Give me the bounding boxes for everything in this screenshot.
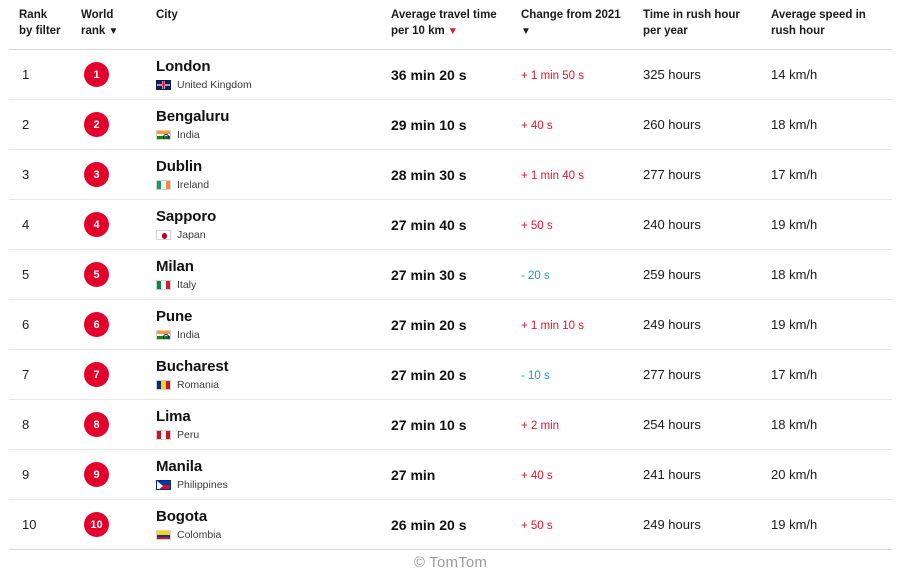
cell-average-travel-time: [381, 450, 511, 500]
rush-hour-time-value: 249 hours: [643, 517, 701, 533]
cell-time-in-rush-hour: [633, 250, 761, 300]
country-name: Peru: [177, 429, 200, 442]
world-rank-badge: 7: [84, 362, 109, 387]
sort-descending-icon[interactable]: ▼: [108, 25, 119, 37]
world-rank-badge: 3: [84, 162, 109, 187]
column-header-label: Rank by filter: [19, 9, 61, 37]
average-travel-time-value: 27 min 10 s: [391, 416, 467, 433]
column-header-average-travel-time[interactable]: [381, 0, 511, 50]
table-row[interactable]: [9, 200, 892, 250]
flag-icon-peru: [156, 430, 171, 440]
city-name: Bengaluru: [156, 107, 230, 125]
rank-filter-value: 10: [22, 517, 37, 533]
average-speed-value: 19 km/h: [771, 217, 818, 233]
column-header-label: City: [156, 9, 178, 21]
column-header-label: Average travel time per 10 km: [391, 9, 497, 37]
country-line: [156, 179, 371, 191]
flag-icon-united-kingdom: [156, 80, 171, 90]
column-header-label: Time in rush hour per year: [643, 9, 740, 37]
rank-filter-value: 2: [22, 117, 30, 133]
average-travel-time-value: 27 min 30 s: [391, 266, 467, 283]
cell-rank-by-filter: [9, 300, 71, 350]
cell-average-speed: [761, 200, 892, 250]
rush-hour-time-value: 325 hours: [643, 67, 701, 83]
cell-rank-by-filter: [9, 400, 71, 450]
table-row[interactable]: [9, 350, 892, 400]
table-row[interactable]: [9, 300, 892, 350]
table-body: [9, 50, 892, 550]
cell-rank-by-filter: [9, 250, 71, 300]
cell-time-in-rush-hour: [633, 50, 761, 100]
cell-change-from-2021: [511, 300, 633, 350]
change-value: + 50 s: [521, 520, 553, 533]
average-speed-value: 20 km/h: [771, 467, 818, 483]
change-value: + 40 s: [521, 120, 553, 133]
table-row[interactable]: [9, 250, 892, 300]
cell-average-speed: [761, 50, 892, 100]
cell-world-rank: [71, 50, 146, 100]
cell-world-rank: [71, 450, 146, 500]
cell-average-speed: [761, 350, 892, 400]
column-header-label: Change from 2021: [521, 9, 621, 21]
cell-average-speed: [761, 100, 892, 150]
rank-filter-value: 7: [22, 367, 30, 383]
cell-change-from-2021: [511, 500, 633, 550]
cell-rank-by-filter: [9, 200, 71, 250]
column-header-time-in-rush-hour[interactable]: [633, 0, 761, 50]
sort-descending-icon[interactable]: ▼: [447, 25, 458, 37]
flag-icon-india: [156, 330, 171, 340]
city-name: Lima: [156, 407, 191, 425]
flag-icon-india: [156, 130, 171, 140]
rush-hour-time-value: 277 hours: [643, 167, 701, 183]
change-value: - 20 s: [521, 270, 550, 283]
rush-hour-time-value: 249 hours: [643, 317, 701, 333]
country-line: [156, 129, 371, 141]
country-name: Japan: [177, 229, 206, 242]
cell-rank-by-filter: [9, 50, 71, 100]
flag-icon-romania: [156, 380, 171, 390]
average-speed-value: 17 km/h: [771, 167, 818, 183]
world-rank-badge: 8: [84, 412, 109, 437]
cell-city[interactable]: [146, 250, 381, 300]
rank-filter-value: 8: [22, 417, 30, 433]
average-speed-value: 19 km/h: [771, 317, 818, 333]
cell-change-from-2021: [511, 50, 633, 100]
cell-time-in-rush-hour: [633, 150, 761, 200]
flag-icon-ireland: [156, 180, 171, 190]
cell-average-travel-time: [381, 300, 511, 350]
cell-city[interactable]: [146, 400, 381, 450]
country-line: [156, 529, 371, 541]
average-travel-time-value: 27 min 40 s: [391, 216, 467, 233]
average-travel-time-value: 29 min 10 s: [391, 116, 467, 133]
cell-average-speed: [761, 300, 892, 350]
cell-time-in-rush-hour: [633, 200, 761, 250]
cell-change-from-2021: [511, 150, 633, 200]
rank-filter-value: 1: [22, 67, 30, 83]
world-rank-badge: 1: [84, 62, 109, 87]
cell-average-travel-time: [381, 250, 511, 300]
cell-world-rank: [71, 250, 146, 300]
city-name: Manila: [156, 457, 203, 475]
city-name: Pune: [156, 307, 193, 325]
city-name: Bucharest: [156, 357, 229, 375]
country-line: [156, 329, 371, 341]
rush-hour-time-value: 240 hours: [643, 217, 701, 233]
table-row[interactable]: [9, 450, 892, 500]
cell-average-travel-time: [381, 400, 511, 450]
cell-city[interactable]: [146, 450, 381, 500]
country-line: [156, 229, 371, 241]
cell-average-speed: [761, 250, 892, 300]
city-name: Milan: [156, 257, 194, 275]
country-name: India: [177, 129, 200, 142]
city-name: London: [156, 57, 211, 75]
table-row[interactable]: [9, 400, 892, 450]
change-value: + 40 s: [521, 470, 553, 483]
country-name: Colombia: [177, 529, 222, 542]
average-travel-time-value: 28 min 30 s: [391, 166, 467, 183]
column-header-label: World rank: [81, 9, 114, 37]
table-row[interactable]: [9, 150, 892, 200]
flag-icon-philippines: [156, 480, 171, 490]
average-speed-value: 18 km/h: [771, 417, 818, 433]
average-travel-time-value: 27 min 20 s: [391, 316, 467, 333]
rush-hour-time-value: 254 hours: [643, 417, 701, 433]
world-rank-badge: 9: [84, 462, 109, 487]
country-line: [156, 79, 371, 91]
country-line: [156, 379, 371, 391]
average-travel-time-value: 27 min: [391, 466, 436, 483]
average-travel-time-value: 27 min 20 s: [391, 366, 467, 383]
country-name: United Kingdom: [177, 79, 252, 92]
cell-city[interactable]: [146, 200, 381, 250]
cell-change-from-2021: [511, 200, 633, 250]
cell-city[interactable]: [146, 100, 381, 150]
cell-average-travel-time: [381, 200, 511, 250]
table-row[interactable]: [9, 500, 892, 550]
country-line: [156, 279, 371, 291]
rush-hour-time-value: 241 hours: [643, 467, 701, 483]
change-value: + 50 s: [521, 220, 553, 233]
cell-time-in-rush-hour: [633, 450, 761, 500]
cell-world-rank: [71, 300, 146, 350]
change-value: + 2 min: [521, 420, 560, 433]
cell-time-in-rush-hour: [633, 350, 761, 400]
cell-time-in-rush-hour: [633, 400, 761, 450]
flag-icon-japan: [156, 230, 171, 240]
cell-city[interactable]: [146, 350, 381, 400]
cell-rank-by-filter: [9, 100, 71, 150]
flag-icon-colombia: [156, 530, 171, 540]
cell-rank-by-filter: [9, 350, 71, 400]
world-rank-badge: 4: [84, 212, 109, 237]
cell-city[interactable]: [146, 300, 381, 350]
world-rank-badge: 2: [84, 112, 109, 137]
table-row[interactable]: [9, 50, 892, 100]
table-header: [9, 0, 892, 50]
average-travel-time-value: 36 min 20 s: [391, 66, 467, 83]
cell-city[interactable]: [146, 50, 381, 100]
cell-change-from-2021: [511, 400, 633, 450]
change-value: + 1 min 40 s: [521, 170, 584, 183]
average-speed-value: 14 km/h: [771, 67, 818, 83]
cell-world-rank: [71, 150, 146, 200]
flag-icon-italy: [156, 280, 171, 290]
city-name: Sapporo: [156, 207, 217, 225]
cell-rank-by-filter: [9, 150, 71, 200]
average-speed-value: 19 km/h: [771, 517, 818, 533]
cell-time-in-rush-hour: [633, 500, 761, 550]
city-name: Bogota: [156, 507, 208, 525]
cell-world-rank: [71, 500, 146, 550]
cell-world-rank: [71, 100, 146, 150]
rank-filter-value: 5: [22, 267, 30, 283]
column-header-average-speed[interactable]: [761, 0, 892, 50]
cell-rank-by-filter: [9, 450, 71, 500]
cell-time-in-rush-hour: [633, 100, 761, 150]
country-line: [156, 429, 371, 441]
city-name: Dublin: [156, 157, 203, 175]
cell-average-travel-time: [381, 150, 511, 200]
cell-average-speed: [761, 400, 892, 450]
cell-average-travel-time: [381, 500, 511, 550]
world-rank-badge: 10: [84, 512, 109, 537]
cell-average-speed: [761, 500, 892, 550]
country-name: Ireland: [177, 179, 210, 192]
country-line: [156, 479, 371, 491]
column-header-change-from-2021[interactable]: [511, 0, 633, 50]
average-speed-value: 18 km/h: [771, 267, 818, 283]
column-header-rank-by-filter[interactable]: [9, 0, 71, 50]
country-name: Romania: [177, 379, 220, 392]
country-name: Philippines: [177, 479, 228, 492]
table-row[interactable]: [9, 100, 892, 150]
column-header-label: Average speed in rush hour: [771, 9, 866, 37]
average-speed-value: 18 km/h: [771, 117, 818, 133]
rush-hour-time-value: 277 hours: [643, 367, 701, 383]
change-value: - 10 s: [521, 370, 550, 383]
column-header-world-rank[interactable]: [71, 0, 146, 50]
cell-average-travel-time: [381, 50, 511, 100]
rank-filter-value: 3: [22, 167, 30, 183]
rank-filter-value: 4: [22, 217, 30, 233]
cell-average-travel-time: [381, 100, 511, 150]
cell-change-from-2021: [511, 450, 633, 500]
column-header-city[interactable]: [146, 0, 381, 50]
cell-city[interactable]: [146, 500, 381, 550]
change-value: + 1 min 50 s: [521, 70, 584, 83]
traffic-ranking-table: [9, 0, 892, 550]
tomtom-logo-text: TomTom: [429, 554, 488, 571]
cell-city[interactable]: [146, 150, 381, 200]
rank-filter-value: 6: [22, 317, 30, 333]
country-name: Italy: [177, 279, 197, 292]
cell-average-speed: [761, 150, 892, 200]
cell-time-in-rush-hour: [633, 300, 761, 350]
cell-change-from-2021: [511, 350, 633, 400]
cell-rank-by-filter: [9, 500, 71, 550]
country-name: India: [177, 329, 200, 342]
cell-world-rank: [71, 400, 146, 450]
footer-attribution: [0, 554, 901, 571]
cell-change-from-2021: [511, 250, 633, 300]
change-value: + 1 min 10 s: [521, 320, 584, 333]
table-header-row: [9, 0, 892, 50]
average-speed-value: 17 km/h: [771, 367, 818, 383]
world-rank-badge: 5: [84, 262, 109, 287]
cell-average-speed: [761, 450, 892, 500]
sort-descending-icon[interactable]: ▼: [521, 25, 531, 37]
rush-hour-time-value: 259 hours: [643, 267, 701, 283]
cell-change-from-2021: [511, 100, 633, 150]
cell-world-rank: [71, 350, 146, 400]
world-rank-badge: 6: [84, 312, 109, 337]
cell-world-rank: [71, 200, 146, 250]
rank-filter-value: 9: [22, 467, 30, 483]
average-travel-time-value: 26 min 20 s: [391, 516, 467, 533]
cell-average-travel-time: [381, 350, 511, 400]
copyright-symbol: ©: [413, 554, 426, 571]
rush-hour-time-value: 260 hours: [643, 117, 701, 133]
